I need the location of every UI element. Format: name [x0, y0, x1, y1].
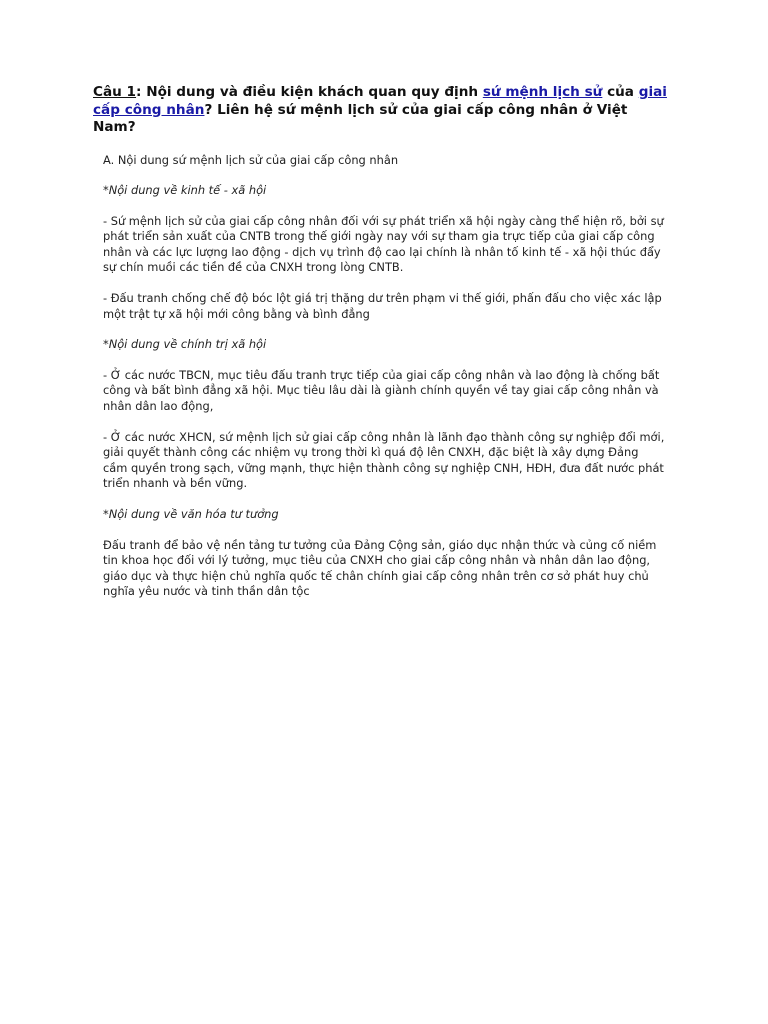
paragraph: - Sứ mệnh lịch sử của giai cấp công nhân đối với sự phát triển xã hội ngày càng thể hiện rõ, bởi sự phát triển sản xuất của CNTB trong thế giới ngày nay với sự tham gia trực tiếp của giai cấp công nhân và các lực lượng lao động - dịch vụ trình độ cao lại chính là nhân tố kinh tế - xã hội thúc đẩy sự chín muồi các tiền đề của CNXH trong lòng CNTB.: [103, 213, 664, 275]
answer-body: [103, 153, 665, 600]
subsection-title-kinh-te: *Nội dung về kinh tế - xã hội: [103, 183, 267, 198]
question-number: Câu 1: [93, 84, 137, 100]
question-heading: [93, 84, 673, 137]
heading-text-1: Nội dung và điều kiện khách quan quy định: [146, 84, 483, 100]
paragraph: - Ở các nước XHCN, sứ mệnh lịch sử giai cấp công nhân là lãnh đạo thành công sự nghiệp đổi mới, giải quyết thành công các nhiệm vụ trong thời kì quá độ lên CNXH, đặc biệt là xây dựng Đảng cầm quyền trong sạch, vững mạnh, thực hiện thành công sự nghiệp CNH, HĐH, đưa đất nước phát triển nhanh và bền vững.: [103, 429, 665, 491]
paragraph: - Ở các nước TBCN, mục tiêu đấu tranh trực tiếp của giai cấp công nhân và lao động là chống bất công và bất bình đẳng xã hội. Mục tiêu lâu dài là giành chính quyền về tay giai cấp công nhân và nhân dân lao động,: [103, 367, 660, 414]
heading-text-2: của: [602, 84, 639, 100]
heading-colon: :: [136, 84, 147, 100]
link-su-menh-lich-su[interactable]: sứ mệnh lịch sử: [482, 84, 603, 100]
heading-text-3: ? Liên hệ sứ mệnh lịch sử của giai cấp công nhân ở Việt Nam?: [93, 101, 628, 135]
subsection-title-van-hoa: *Nội dung về văn hóa tư tưởng: [103, 507, 279, 521]
paragraph: Đấu tranh để bảo vệ nền tảng tư tưởng của Đảng Cộng sản, giáo dục nhận thức và củng cố niềm tin khoa học đối với lý tưởng, mục tiêu của CNXH cho giai cấp công nhân và nhân dân lao động, giáo dục và thực hiện chủ nghĩa quốc tế chân chính giai cấp công nhân trên cơ sở phát huy chủ nghĩa yêu nước và tinh thần dân tộc: [103, 537, 657, 599]
paragraph: - Đấu tranh chống chế độ bóc lột giá trị thặng dư trên phạm vi thế giới, phấn đấu cho việc xác lập một trật tự xã hội mới công bằng và bình đẳng: [103, 291, 662, 321]
link-giai-cap-cong-nhan[interactable]: giai cấp công nhân: [93, 84, 667, 118]
subsection-title-chinh-tri: *Nội dung về chính trị xã hội: [103, 337, 267, 352]
section-a-title: A. Nội dung sứ mệnh lịch sử của giai cấp công nhân: [103, 152, 399, 167]
document-page: [93, 84, 673, 615]
